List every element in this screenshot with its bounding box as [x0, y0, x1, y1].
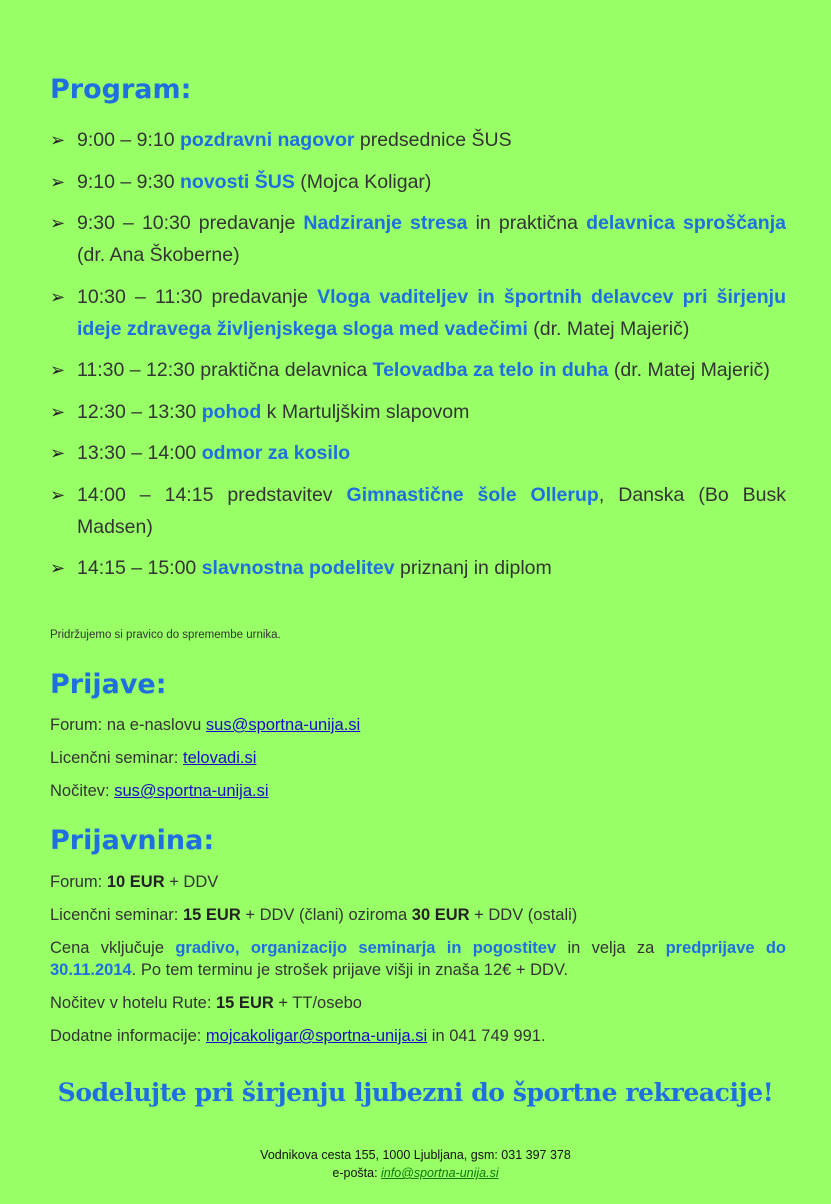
text-segment: Dodatne informacije:	[50, 1027, 206, 1045]
highlight-text: delavnica sproščanja	[586, 212, 786, 234]
text-segment: in velja za	[556, 939, 666, 957]
text-segment: 14:00 – 14:15 predstavitev	[77, 483, 347, 506]
text-segment: + DDV (ostali)	[469, 906, 578, 924]
text-segment: 10:30 – 11:30 predavanje	[77, 285, 318, 308]
text-segment: k Martuljškim slapovom	[261, 400, 470, 423]
text-segment: Licenčni seminar:	[50, 906, 183, 924]
program-item	[50, 437, 786, 469]
highlight-text: gradivo, organizacijo seminarja in pogostitev	[175, 939, 557, 957]
program-heading: Program:	[50, 74, 192, 105]
prijave-line	[50, 780, 786, 802]
footer-email-label: e-pošta:	[332, 1166, 382, 1180]
highlight-text: novosti ŠUS	[180, 170, 295, 193]
arrow-bullet-icon: ➢	[50, 443, 66, 463]
highlight-text: pohod	[201, 400, 262, 423]
text-segment: in praktična	[467, 212, 587, 234]
text-segment: + DDV (člani) oziroma	[240, 906, 412, 924]
prijave-section	[50, 714, 786, 813]
prijave-line	[50, 714, 786, 736]
schedule-note: Pridržujemo si pravico do spremembe urnika.	[50, 629, 281, 641]
program-item	[50, 281, 786, 345]
text-segment: + TT/osebo	[273, 994, 362, 1012]
text-segment: 14:15 – 15:00	[77, 557, 202, 579]
arrow-bullet-icon: ➢	[50, 484, 66, 505]
text-segment: 9:10 – 9:30	[77, 170, 181, 193]
text-segment: (dr. Ana Škoberne)	[77, 244, 240, 266]
program-item	[50, 207, 786, 271]
highlight-text: Gimnastične šole Ollerup	[346, 483, 599, 506]
prijave-line	[50, 747, 786, 769]
text-segment: Forum:	[50, 873, 107, 891]
text-segment: 9:30 – 10:30 predavanje	[77, 212, 304, 234]
prijavnina-section	[50, 871, 786, 1058]
text-segment: in 041 749 991.	[427, 1027, 546, 1045]
arrow-bullet-icon: ➢	[50, 401, 66, 422]
prijavnina-heading: Prijavnina:	[50, 825, 215, 856]
highlight-text: pozdravni nagovor	[180, 129, 355, 151]
prijave-label: Nočitev:	[50, 782, 115, 800]
email-link[interactable]: mojcakoligar@sportna-unija.si	[205, 1027, 428, 1045]
text-segment: Cena vključuje	[50, 939, 176, 957]
footer-address: Vodnikova cesta 155, 1000 Ljubljana, gsm: 031 397 378	[260, 1148, 571, 1162]
text-segment: , Danska (Bo Busk Madsen)	[77, 483, 787, 538]
arrow-bullet-icon: ➢	[50, 130, 66, 150]
price-text: 15 EUR	[182, 906, 241, 924]
highlight-text: odmor za kosilo	[201, 442, 351, 464]
text-segment: 12:30 – 13:30	[77, 400, 202, 423]
arrow-bullet-icon: ➢	[50, 213, 66, 233]
highlight-text: slavnostna podelitev	[201, 557, 395, 579]
text-segment: priznanj in diplom	[394, 557, 552, 579]
text-segment: 11:30 – 12:30 praktična delavnica	[77, 359, 373, 381]
highlight-text: Nadziranje stresa	[303, 212, 468, 234]
text-segment: 9:00 – 9:10	[77, 129, 181, 151]
footer	[0, 1146, 831, 1182]
prijavnina-line	[50, 871, 786, 893]
text-segment: (dr. Matej Majerič)	[608, 359, 770, 381]
arrow-bullet-icon: ➢	[50, 171, 66, 192]
prijave-link[interactable]: telovadi.si	[182, 749, 257, 767]
program-item	[50, 166, 786, 198]
text-segment: 13:30 – 14:00	[77, 442, 202, 464]
price-text: 15 EUR	[216, 994, 274, 1012]
prijave-link[interactable]: sus@sportna-unija.si	[114, 782, 269, 800]
prijave-label: Forum: na e-naslovu	[50, 716, 206, 734]
program-item	[50, 354, 786, 386]
program-item	[50, 124, 786, 156]
program-list	[50, 124, 786, 594]
highlight-text: predprijave do 30.11.2014	[50, 939, 787, 979]
program-item	[50, 479, 786, 543]
arrow-bullet-icon: ➢	[50, 558, 66, 578]
text-segment: Nočitev v hotelu Rute:	[50, 994, 216, 1012]
arrow-bullet-icon: ➢	[50, 360, 66, 380]
prijavnina-line	[50, 1025, 786, 1047]
prijave-link[interactable]: sus@sportna-unija.si	[205, 716, 361, 734]
prijavnina-line	[50, 904, 786, 926]
arrow-bullet-icon: ➢	[50, 286, 66, 307]
text-segment: (dr. Matej Majerič)	[527, 317, 690, 340]
prijavnina-line	[50, 937, 786, 981]
price-text: 10 EUR	[106, 873, 165, 891]
prijavnina-line	[50, 992, 786, 1014]
highlight-text: Telovadba za telo in duha	[372, 359, 609, 381]
text-segment: . Po tem terminu je strošek prijave višji in znaša 12€ + DDV.	[131, 961, 569, 979]
footer-email-line	[0, 1164, 831, 1182]
text-segment: + DDV	[164, 873, 219, 891]
highlight-text: Vloga vaditeljev in športnih delavcev pri širjenju ideje zdravega življenjskega sloga med vadečimi	[77, 285, 786, 340]
slogan: Sodelujte pri širjenju ljubezni do športne rekreacije!	[57, 1078, 774, 1107]
prijave-label: Licenčni seminar:	[50, 749, 183, 767]
program-item	[50, 552, 786, 584]
prijave-heading: Prijave:	[50, 669, 167, 700]
text-segment: predsednice ŠUS	[354, 129, 512, 151]
program-item	[50, 396, 786, 428]
price-text: 30 EUR	[411, 906, 470, 924]
footer-email-link[interactable]: info@sportna-unija.si	[381, 1166, 499, 1180]
text-segment: (Mojca Koligar)	[294, 170, 432, 193]
